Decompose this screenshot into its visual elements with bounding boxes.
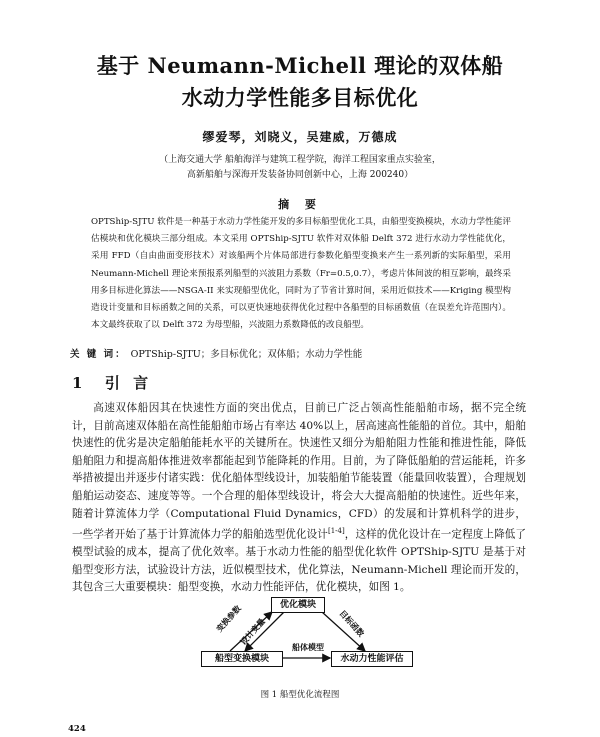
- paper-title-line-1: 基于 Neumann-Michell 理论的双体船: [96, 53, 504, 78]
- affiliation-line-2: 高新船舶与深海开发装备协同创新中心，上海 200240）: [186, 170, 414, 180]
- page-number: 424: [68, 724, 86, 734]
- authors: 缪爱琴，刘晓义，吴建威，万德成: [202, 130, 398, 144]
- section-title: 引 言: [104, 374, 153, 392]
- introduction-text-before-cite: 高速双体船因其在快速性方面的突出优点，目前已广泛占领高性能船舶市场，据不完全统计，目前高速双体船在高性能船舶市场占有率达 40%以上，居高速高性能船的首位。其中，船舶快速性的优劣是决定船舶能耗水平的关键所在。快速性又细分为船舶阻力性能和推进性能，降低船舶阻力和提高船体推进效率都能起到节能降耗的作用。目前，为了降低船舶的营运能耗，许多举措被提出并逐步付诸实践：优化船体型线设计，加装船舶节能装置（能量回收装置），合理规划船舶运动姿态、速度等等。一个合理的船体型线设计，将会大大提高船舶的快速性。近些年来，随着计算流体力学（Computational Fluid Dynamics，CFD）的发展和计算机科学的进步，一些学者开始了基于计算流体力学的船舶选型优化设计: [72, 402, 526, 541]
- abstract-heading: 摘 要: [278, 198, 322, 211]
- abstract-body: OPTShip-SJTU 软件是一种基于水动力学性能开发的多目标船型优化工具，由船型变换模块，水动力学性能评估模块和优化模块三部分组成。本文采用 OPTShip-SJTU 软件对双体船 Delft 372 进行水动力学性能优化，采用 FFD（自由曲面变形技术）对该船两个片体局部进行参数化船型变换来产生一系列新的实际船型，采用 Neumann-Michell 理论来预报系列船型的兴波阻力系数（Fr=0.5,0.7），考虑片体间波的相互影响，最终采用多目标进化算法——NSGA-II 来实现船型优化，同时为了节省计算时间，采用近似技术——Kriging 模型构造设计变量和目标函数之间的关系，可以更快速地获得优化过程中各船型的目标函数值（在误差允许范围内）。本文最终获取了以 Delft 372 为母型船，兴波阻力系数降低的改良船型。: [91, 217, 511, 331]
- flowchart-box-optimization: 优化模块: [271, 597, 325, 613]
- section-number: 1: [72, 374, 87, 392]
- figure-1-caption: 图 1 船型优化流程图: [260, 690, 340, 700]
- introduction-text-after-cite: ，这样的优化设计在一定程度上降低了模型试验的成本，提高了优化效率。基于水动力性能的船型优化软件 OPTShip-SJTU 是基于对船型变形方法，试验设计方法，近似模型技术，优化算法，Neumann-Michell 理论而开发的，其包含三大重要模块：船型变换，水动力性能评估，优化模块，如图 1。: [72, 528, 527, 594]
- paper-title-line-2: 水动力学性能多目标优化: [181, 85, 419, 110]
- citation-ref: [1-4]: [327, 527, 345, 536]
- flowchart-label-hull-model: 船体模型: [292, 642, 324, 652]
- flowchart-label-objective: 目标函数: [337, 608, 367, 639]
- flowchart-label-deformation-params: 变换参数: [214, 603, 243, 634]
- keywords-text: OPTShip-SJTU；多目标优化；双体船；水动力学性能: [130, 349, 363, 360]
- flowchart-box-deformation: 船型变换模块: [201, 651, 283, 667]
- keywords-label: 关 键 词：: [70, 349, 127, 360]
- flowchart-label-design-variables: 设计变量: [238, 616, 267, 647]
- flowchart-box-evaluation: 水动力性能评估: [331, 651, 413, 667]
- affiliation-line-1: （上海交通大学 船舶海洋与建筑工程学院，海洋工程国家重点实验室，: [159, 155, 441, 165]
